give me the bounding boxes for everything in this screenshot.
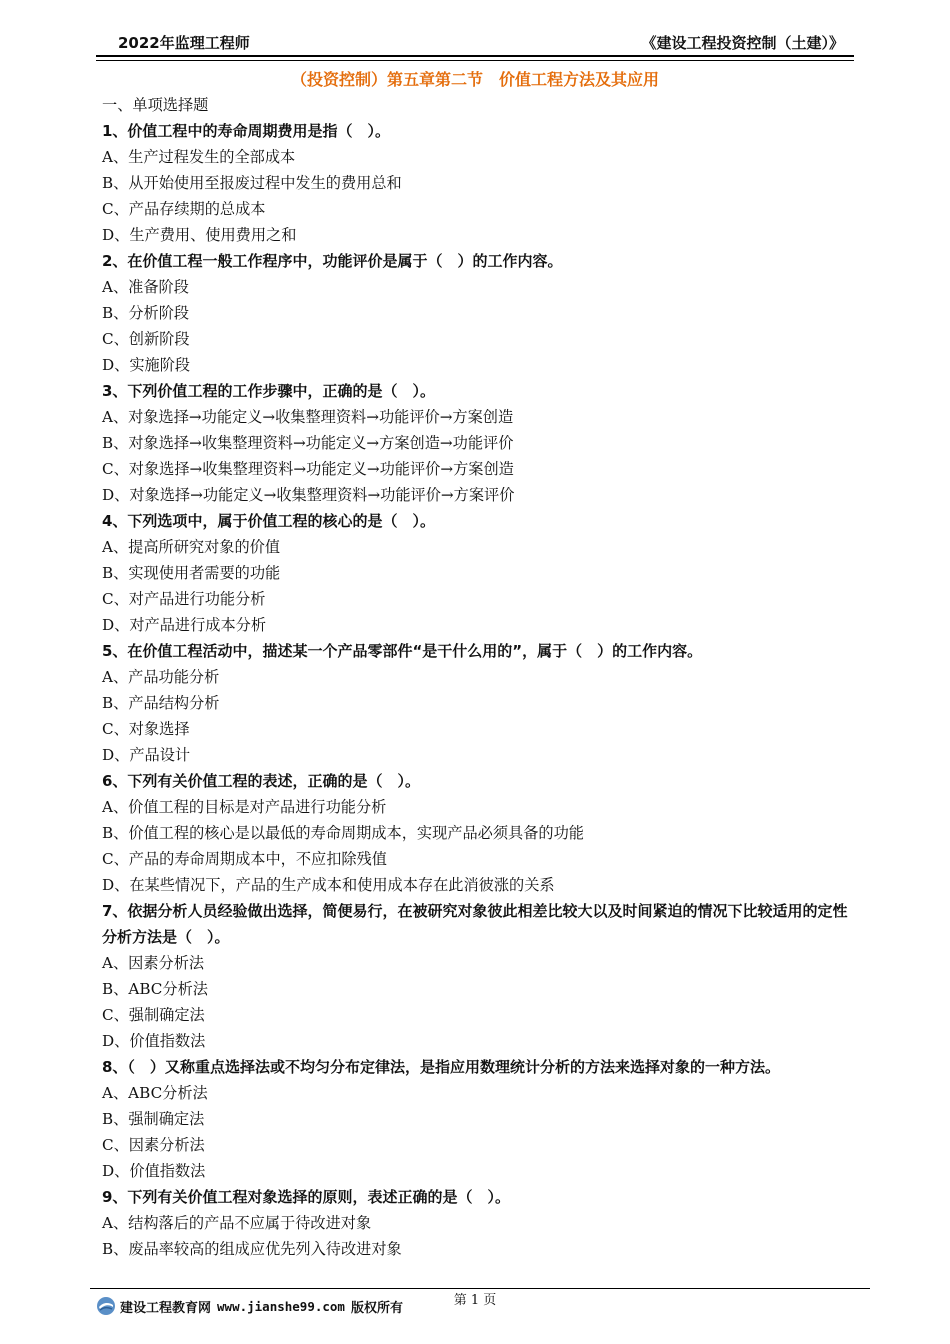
question-list (102, 92, 852, 1262)
option: D、价值指数法 (102, 1162, 206, 1180)
option: B、强制确定法 (102, 1110, 205, 1128)
option: A、对象选择→功能定义→收集整理资料→功能评价→方案创造 (102, 408, 514, 426)
option: A、因素分析法 (102, 954, 205, 972)
option: B、分析阶段 (102, 304, 190, 322)
footer-rights: 版权所有 (350, 1300, 403, 1316)
option: D、对象选择→功能定义→收集整理资料→功能评价→方案评价 (102, 486, 515, 504)
question-stem: 4、下列选项中，属于价值工程的核心的是（ ）。 (102, 512, 435, 530)
header-exam-title: 2022年监理工程师 (118, 34, 250, 52)
page-number: 第 1 页 (453, 1293, 497, 1308)
option: C、产品存续期的总成本 (102, 200, 266, 218)
option: B、产品结构分析 (102, 694, 220, 712)
section-heading: 一、单项选择题 (102, 96, 209, 114)
option: B、ABC分析法 (102, 980, 208, 998)
option: B、对象选择→收集整理资料→功能定义→方案创造→功能评价 (102, 434, 514, 452)
option: B、价值工程的核心是以最低的寿命周期成本，实现产品必须具备的功能 (102, 824, 584, 842)
option: C、对象选择 (102, 720, 190, 738)
option: D、在某些情况下，产品的生产成本和使用成本存在此消彼涨的关系 (102, 876, 555, 894)
option: D、对产品进行成本分析 (102, 616, 267, 634)
question-stem: 8、（ ）又称重点选择法或不均匀分布定律法，是指应用数理统计分析的方法来选择对象的一种方法。 (102, 1058, 780, 1076)
footer-url[interactable]: www.jianshe99.com (217, 1298, 345, 1314)
option: A、提高所研究对象的价值 (102, 538, 281, 556)
question-stem: 5、在价值工程活动中，描述某一个产品零部件“是干什么用的”，属于（ ）的工作内容。 (102, 642, 703, 660)
question-stem: 9、下列有关价值工程对象选择的原则，表述正确的是（ ）。 (102, 1188, 510, 1206)
option: D、实施阶段 (102, 356, 191, 374)
document-title: （投资控制）第五章第二节 价值工程方法及其应用 (290, 70, 659, 89)
option: A、准备阶段 (102, 278, 189, 296)
question-stem: 1、价值工程中的寿命周期费用是指（ ）。 (102, 122, 390, 140)
option: C、对产品进行功能分析 (102, 590, 266, 608)
option: D、价值指数法 (102, 1032, 206, 1050)
option: C、因素分析法 (102, 1136, 205, 1154)
option: C、对象选择→收集整理资料→功能定义→功能评价→方案创造 (102, 460, 514, 478)
footer-brand-name: 建设工程教育网 (120, 1300, 212, 1316)
footer-brand (96, 1296, 403, 1316)
option: C、强制确定法 (102, 1006, 205, 1024)
option: D、产品设计 (102, 746, 191, 764)
question-stem: 2、在价值工程一般工作程序中，功能评价是属于（ ）的工作内容。 (102, 252, 563, 270)
page-header (96, 32, 854, 54)
header-book-title: 《建设工程投资控制（土建）》 (641, 34, 844, 52)
option: A、生产过程发生的全部成本 (102, 148, 296, 166)
option: D、生产费用、使用费用之和 (102, 226, 297, 244)
question-stem: 6、下列有关价值工程的表述，正确的是（ ）。 (102, 772, 420, 790)
option: B、从开始使用至报废过程中发生的费用总和 (102, 174, 402, 192)
option: B、废品率较高的组成应优先列入待改进对象 (102, 1240, 402, 1258)
option: A、价值工程的目标是对产品进行功能分析 (102, 798, 387, 816)
header-divider (96, 55, 854, 61)
option: C、创新阶段 (102, 330, 190, 348)
site-logo-icon (96, 1296, 116, 1316)
option: A、结构落后的产品不应属于待改进对象 (102, 1214, 372, 1232)
option: A、产品功能分析 (102, 668, 220, 686)
option: B、实现使用者需要的功能 (102, 564, 281, 582)
option: C、产品的寿命周期成本中，不应扣除残值 (102, 850, 387, 868)
option: A、ABC分析法 (102, 1084, 208, 1102)
question-stem: 7、依据分析人员经验做出选择，简便易行，在被研究对象彼此相差比较大以及时间紧迫的情况下比较适用的定性分析方法是（ ）。 (102, 902, 848, 946)
question-stem: 3、下列价值工程的工作步骤中，正确的是（ ）。 (102, 382, 435, 400)
